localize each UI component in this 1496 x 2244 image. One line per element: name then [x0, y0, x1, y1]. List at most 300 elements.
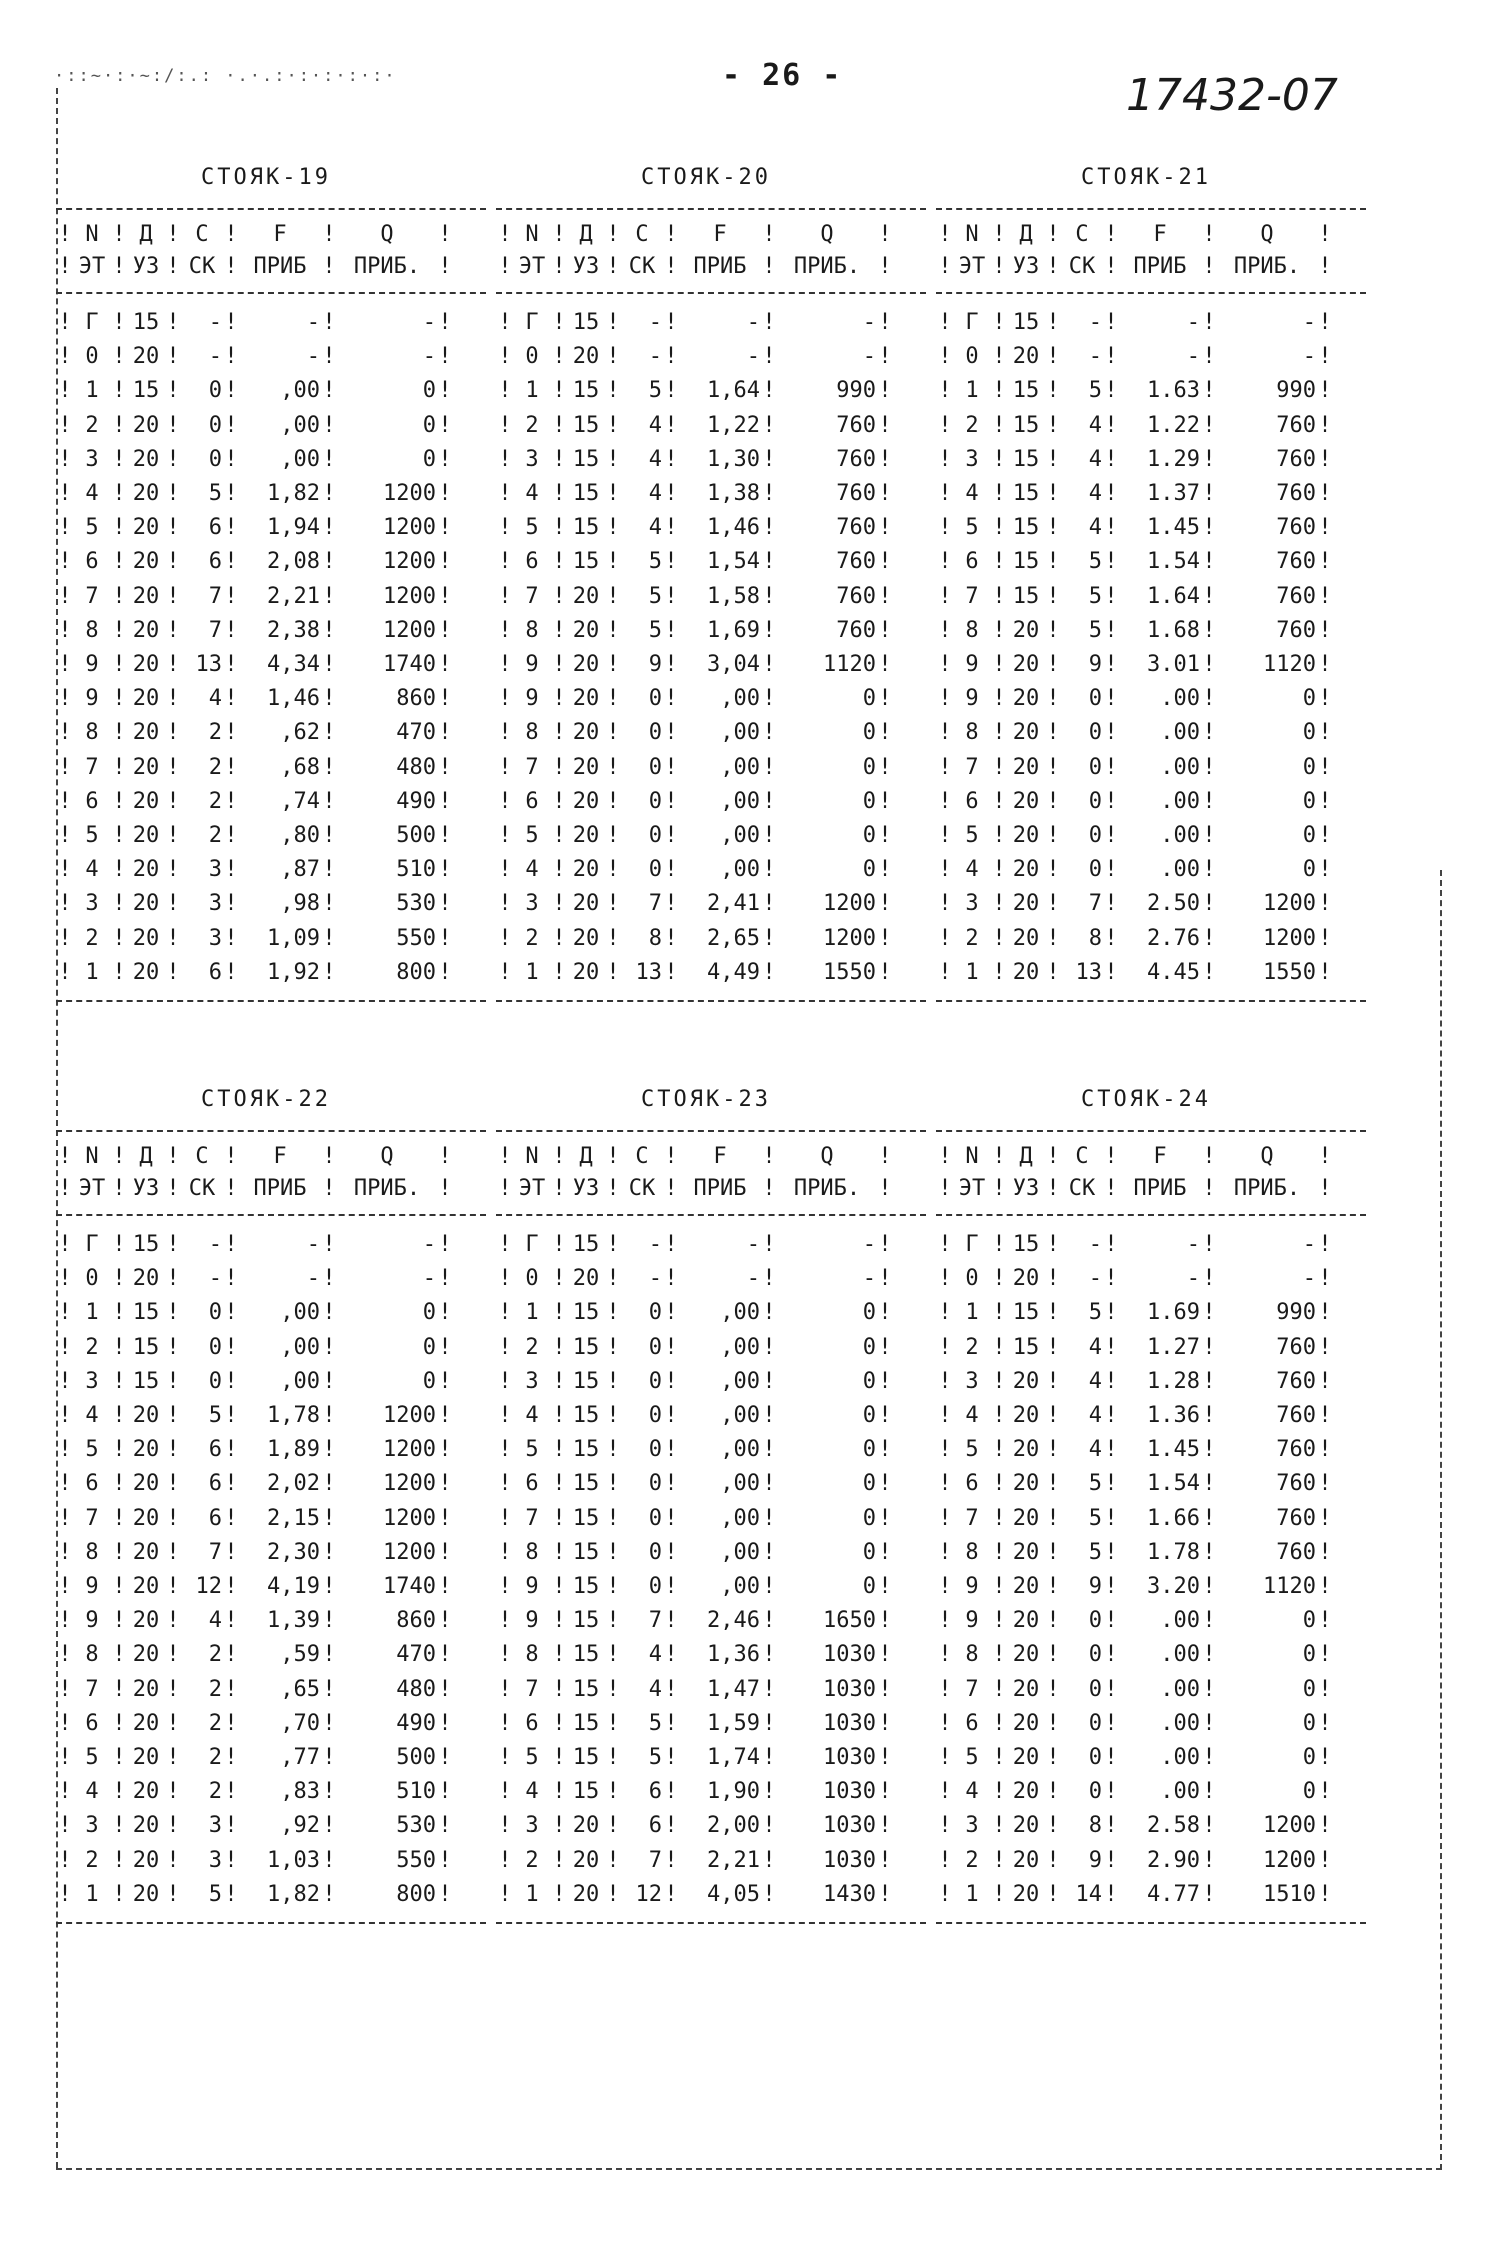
- column-separator: !: [322, 1403, 336, 1428]
- count-cell: 5: [1088, 1539, 1102, 1565]
- floor-cell: 8: [965, 617, 979, 643]
- f-cell: 1,59: [707, 1710, 760, 1736]
- column-separator: !: [1202, 1471, 1216, 1497]
- column-separator: !: [1046, 754, 1060, 780]
- f-cell: 2,21: [707, 1847, 760, 1873]
- header-cell: Q: [820, 1144, 834, 1169]
- count-cell: 6: [208, 1505, 222, 1531]
- header-cell: ПРИБ: [1133, 254, 1187, 279]
- column-separator: !: [664, 515, 678, 541]
- table-row: [936, 306, 1376, 340]
- column-separator: !: [224, 652, 238, 677]
- diameter-cell: 15: [1012, 310, 1040, 335]
- column-separator: !: [1202, 1144, 1216, 1169]
- column-separator: !: [438, 1642, 452, 1668]
- table-row: [936, 1399, 1376, 1433]
- q-cell: 1200: [383, 583, 436, 609]
- q-cell: 760: [1276, 412, 1316, 438]
- column-separator: !: [1104, 549, 1118, 575]
- floor-cell: 6: [965, 1710, 979, 1736]
- diameter-cell: 15: [572, 1779, 600, 1805]
- header-cell: ПРИБ: [1133, 1176, 1187, 1201]
- column-separator: !: [58, 823, 72, 848]
- q-cell: 860: [396, 1608, 436, 1634]
- column-separator: !: [438, 1710, 452, 1736]
- column-separator: !: [322, 1676, 336, 1702]
- column-separator: !: [58, 652, 72, 677]
- diameter-cell: 20: [572, 720, 600, 746]
- column-separator: !: [552, 823, 566, 848]
- count-cell: 0: [1088, 1745, 1102, 1770]
- column-separator: !: [438, 686, 452, 712]
- column-separator: !: [224, 583, 238, 609]
- table-row: [56, 443, 496, 477]
- table-row: [496, 887, 936, 921]
- column-separator: !: [878, 254, 892, 279]
- table-row: [936, 751, 1376, 785]
- column-separator: !: [992, 583, 1006, 609]
- column-separator: !: [606, 1539, 620, 1565]
- column-separator: !: [552, 857, 566, 883]
- f-cell: ,00: [720, 1539, 760, 1565]
- column-separator: !: [992, 1403, 1006, 1428]
- count-cell: 5: [208, 481, 222, 506]
- diameter-cell: 20: [132, 925, 160, 951]
- column-separator: !: [1318, 1176, 1332, 1201]
- column-separator: !: [1104, 788, 1118, 814]
- column-separator: !: [1318, 1539, 1332, 1565]
- column-separator: !: [606, 1505, 620, 1531]
- header-cell: F: [713, 1144, 727, 1169]
- q-cell: 760: [1276, 1334, 1316, 1360]
- q-cell: -: [1302, 1266, 1316, 1292]
- column-separator: !: [762, 1642, 776, 1668]
- diameter-cell: 20: [572, 823, 600, 848]
- column-separator: !: [58, 1232, 72, 1257]
- column-separator: !: [58, 1745, 72, 1770]
- q-cell: 0: [862, 1471, 876, 1497]
- header-row: [56, 1140, 496, 1174]
- column-separator: !: [1202, 754, 1216, 780]
- column-separator: !: [1104, 1334, 1118, 1360]
- column-separator: !: [166, 344, 180, 370]
- column-separator: !: [438, 481, 452, 506]
- count-cell: 4: [648, 412, 662, 438]
- column-separator: !: [606, 344, 620, 370]
- column-separator: !: [322, 925, 336, 951]
- diameter-cell: 20: [572, 959, 600, 985]
- column-separator: !: [498, 310, 512, 335]
- column-separator: !: [438, 1813, 452, 1839]
- floor-cell: 8: [965, 1539, 979, 1565]
- column-separator: !: [112, 1334, 126, 1360]
- header-code: ·::~·:·~:/:.: ·.·.:·:·:·:·:·: [54, 66, 397, 86]
- count-cell: 2: [208, 1745, 222, 1770]
- column-separator: !: [552, 754, 566, 780]
- floor-cell: 3: [85, 446, 99, 472]
- column-separator: !: [58, 1403, 72, 1428]
- column-separator: !: [1104, 1881, 1118, 1907]
- column-separator: !: [1318, 1710, 1332, 1736]
- count-cell: 6: [208, 959, 222, 985]
- table-row: [936, 1878, 1376, 1912]
- column-separator: !: [606, 1300, 620, 1326]
- column-separator: !: [606, 1676, 620, 1702]
- column-separator: !: [438, 1334, 452, 1360]
- column-separator: !: [1046, 1779, 1060, 1805]
- column-separator: !: [664, 446, 678, 472]
- q-cell: 1030: [823, 1642, 876, 1668]
- table-row: [496, 1741, 936, 1775]
- header-cell: ЭТ: [78, 1176, 106, 1201]
- column-separator: !: [58, 1813, 72, 1839]
- f-cell: 2.90: [1147, 1847, 1200, 1873]
- table-row: [936, 511, 1376, 545]
- column-separator: !: [166, 925, 180, 951]
- column-separator: !: [1046, 891, 1060, 917]
- f-cell: ,00: [720, 1505, 760, 1531]
- table-row: [56, 614, 496, 648]
- column-separator: !: [878, 857, 892, 883]
- table-row: [936, 340, 1376, 374]
- count-cell: 6: [208, 1437, 222, 1463]
- column-separator: !: [878, 959, 892, 985]
- q-cell: 1030: [823, 1745, 876, 1770]
- count-cell: 12: [635, 1881, 662, 1907]
- f-cell: ,00: [720, 754, 760, 780]
- column-separator: !: [112, 378, 126, 404]
- column-separator: !: [762, 891, 776, 917]
- table-row: [496, 1228, 936, 1262]
- column-separator: !: [552, 515, 566, 541]
- column-separator: !: [878, 891, 892, 917]
- column-separator: !: [606, 823, 620, 848]
- count-cell: 5: [208, 1403, 222, 1428]
- column-separator: !: [552, 446, 566, 472]
- table-row: [936, 1365, 1376, 1399]
- column-separator: !: [878, 1881, 892, 1907]
- column-separator: !: [438, 254, 452, 279]
- table-row: [496, 409, 936, 443]
- table-row: [936, 1331, 1376, 1365]
- table-row: [936, 1638, 1376, 1672]
- column-separator: !: [166, 686, 180, 712]
- column-separator: !: [224, 1710, 238, 1736]
- header-cell: F: [273, 1144, 287, 1169]
- column-separator: !: [1318, 686, 1332, 712]
- f-cell: -: [746, 1266, 760, 1292]
- f-cell: 1,54: [707, 549, 760, 575]
- column-separator: !: [1046, 1710, 1060, 1736]
- column-separator: !: [938, 1642, 952, 1668]
- column-separator: !: [1104, 720, 1118, 746]
- column-separator: !: [58, 720, 72, 746]
- count-cell: -: [1088, 344, 1102, 370]
- count-cell: 3: [208, 925, 222, 951]
- column-separator: !: [664, 754, 678, 780]
- column-separator: !: [552, 254, 566, 279]
- floor-cell: 6: [965, 788, 979, 814]
- f-cell: -: [1186, 1266, 1200, 1292]
- column-separator: !: [498, 1881, 512, 1907]
- column-separator: !: [1318, 1232, 1332, 1257]
- header-cell: СК: [628, 254, 656, 279]
- column-separator: !: [606, 1334, 620, 1360]
- floor-cell: Г: [965, 1232, 979, 1257]
- column-separator: !: [498, 617, 512, 643]
- diameter-cell: 20: [132, 1642, 160, 1668]
- table-row: [936, 443, 1376, 477]
- column-separator: !: [498, 412, 512, 438]
- f-cell: ,00: [280, 378, 320, 404]
- column-separator: !: [552, 481, 566, 506]
- column-separator: !: [762, 959, 776, 985]
- floor-cell: 3: [525, 1813, 539, 1839]
- f-cell: ,83: [280, 1779, 320, 1805]
- column-separator: !: [1046, 1676, 1060, 1702]
- f-cell: .00: [1160, 1779, 1200, 1805]
- column-separator: !: [58, 446, 72, 472]
- column-separator: !: [878, 1574, 892, 1599]
- column-separator: !: [438, 378, 452, 404]
- column-separator: !: [1046, 1642, 1060, 1668]
- diameter-cell: 20: [1012, 617, 1040, 643]
- f-cell: .00: [1160, 788, 1200, 814]
- header-cell: ЭТ: [518, 1176, 546, 1201]
- column-separator: !: [322, 1144, 336, 1169]
- column-separator: !: [498, 1710, 512, 1736]
- floor-cell: 3: [965, 1368, 979, 1394]
- column-separator: !: [322, 446, 336, 472]
- column-separator: !: [322, 1539, 336, 1565]
- q-cell: 1430: [823, 1881, 876, 1907]
- floor-cell: 9: [525, 652, 539, 677]
- column-separator: !: [438, 891, 452, 917]
- column-separator: !: [112, 412, 126, 438]
- column-separator: !: [224, 378, 238, 404]
- column-separator: !: [664, 720, 678, 746]
- column-separator: !: [322, 1368, 336, 1394]
- column-separator: !: [58, 1539, 72, 1565]
- header-cell: Д: [139, 1144, 153, 1169]
- column-separator: !: [1202, 959, 1216, 985]
- column-separator: !: [552, 1300, 566, 1326]
- column-separator: !: [1046, 925, 1060, 951]
- column-separator: !: [992, 891, 1006, 917]
- floor-cell: 1: [965, 959, 979, 985]
- q-cell: 470: [396, 720, 436, 746]
- column-separator: !: [1202, 1779, 1216, 1805]
- column-separator: !: [498, 1676, 512, 1702]
- q-cell: 860: [396, 686, 436, 712]
- column-separator: !: [878, 788, 892, 814]
- column-separator: !: [878, 754, 892, 780]
- count-cell: -: [648, 310, 662, 335]
- column-separator: !: [224, 515, 238, 541]
- column-separator: !: [938, 1608, 952, 1634]
- column-separator: !: [224, 857, 238, 883]
- column-separator: !: [664, 1574, 678, 1599]
- floor-cell: 7: [965, 1676, 979, 1702]
- column-separator: !: [1202, 1403, 1216, 1428]
- column-separator: !: [112, 925, 126, 951]
- f-cell: ,00: [720, 720, 760, 746]
- column-separator: !: [224, 1437, 238, 1463]
- floor-cell: 2: [525, 412, 539, 438]
- dashed-rule: [936, 292, 1366, 294]
- column-separator: !: [438, 344, 452, 370]
- table-row: [936, 1604, 1376, 1638]
- q-cell: -: [862, 310, 876, 335]
- floor-cell: 4: [85, 857, 99, 883]
- count-cell: 4: [648, 515, 662, 541]
- q-cell: 0: [1302, 720, 1316, 746]
- q-cell: 1030: [823, 1813, 876, 1839]
- column-separator: !: [552, 1779, 566, 1805]
- diameter-cell: 15: [572, 1368, 600, 1394]
- column-separator: !: [992, 1266, 1006, 1292]
- count-cell: 0: [208, 446, 222, 472]
- f-cell: 1.68: [1147, 617, 1200, 643]
- column-separator: !: [1046, 1505, 1060, 1531]
- table-row: [936, 922, 1376, 956]
- column-separator: !: [938, 1403, 952, 1428]
- floor-cell: 5: [965, 1437, 979, 1463]
- column-separator: !: [58, 1608, 72, 1634]
- count-cell: 5: [1088, 1505, 1102, 1531]
- column-separator: !: [1104, 412, 1118, 438]
- f-cell: 1,74: [707, 1745, 760, 1770]
- count-cell: 8: [1088, 925, 1102, 951]
- diameter-cell: 20: [572, 1813, 600, 1839]
- column-separator: !: [878, 378, 892, 404]
- column-separator: !: [1318, 1779, 1332, 1805]
- column-separator: !: [1046, 720, 1060, 746]
- stoyak-table: [936, 160, 1376, 1030]
- column-separator: !: [552, 652, 566, 677]
- diameter-cell: 15: [1012, 549, 1040, 575]
- diameter-cell: 20: [132, 1847, 160, 1873]
- header-row: [936, 218, 1376, 252]
- column-separator: !: [224, 1300, 238, 1326]
- table-row: [56, 545, 496, 579]
- f-cell: 1,82: [267, 481, 320, 506]
- count-cell: 0: [648, 1437, 662, 1463]
- f-cell: 1,46: [267, 686, 320, 712]
- column-separator: !: [438, 1403, 452, 1428]
- diameter-cell: 15: [572, 515, 600, 541]
- f-cell: 1,36: [707, 1642, 760, 1668]
- count-cell: 7: [648, 1608, 662, 1634]
- column-separator: !: [938, 1847, 952, 1873]
- column-separator: !: [938, 1813, 952, 1839]
- column-separator: !: [112, 1574, 126, 1599]
- column-separator: !: [992, 344, 1006, 370]
- column-separator: !: [498, 515, 512, 541]
- dashed-rule: [496, 208, 926, 210]
- diameter-cell: 20: [1012, 1642, 1040, 1668]
- count-cell: 7: [208, 583, 222, 609]
- column-separator: !: [322, 1437, 336, 1463]
- f-cell: 1,46: [707, 515, 760, 541]
- floor-cell: 2: [525, 1334, 539, 1360]
- header-cell: С: [195, 222, 209, 247]
- column-separator: !: [166, 1471, 180, 1497]
- header-cell: ПРИБ: [253, 254, 307, 279]
- diameter-cell: 20: [132, 891, 160, 917]
- column-separator: !: [606, 857, 620, 883]
- table-row: [496, 511, 936, 545]
- column-separator: !: [322, 1642, 336, 1668]
- column-separator: !: [664, 310, 678, 335]
- floor-cell: 7: [85, 1676, 99, 1702]
- column-separator: !: [438, 925, 452, 951]
- header-cell: С: [635, 222, 649, 247]
- column-separator: !: [664, 1539, 678, 1565]
- column-separator: !: [938, 515, 952, 541]
- floor-cell: 5: [85, 515, 99, 541]
- floor-cell: 6: [85, 549, 99, 575]
- column-separator: !: [58, 1710, 72, 1736]
- header-row: [496, 218, 936, 252]
- f-cell: ,00: [280, 1368, 320, 1394]
- column-separator: !: [992, 1574, 1006, 1599]
- column-separator: !: [498, 1368, 512, 1394]
- column-separator: !: [1202, 891, 1216, 917]
- column-separator: !: [166, 222, 180, 247]
- column-separator: !: [1318, 1813, 1332, 1839]
- f-cell: 1.45: [1147, 515, 1200, 541]
- column-separator: !: [762, 1471, 776, 1497]
- column-separator: !: [938, 857, 952, 883]
- table-row: [496, 1844, 936, 1878]
- q-cell: 1200: [383, 1437, 436, 1463]
- column-separator: !: [1202, 412, 1216, 438]
- floor-cell: 1: [525, 378, 539, 404]
- column-separator: !: [762, 549, 776, 575]
- floor-cell: 3: [85, 1368, 99, 1394]
- diameter-cell: 15: [572, 1539, 600, 1565]
- column-separator: !: [112, 344, 126, 370]
- column-separator: !: [1202, 1745, 1216, 1770]
- column-separator: !: [438, 1745, 452, 1770]
- column-separator: !: [878, 583, 892, 609]
- column-separator: !: [58, 1779, 72, 1805]
- q-cell: -: [862, 344, 876, 370]
- count-cell: 5: [208, 1881, 222, 1907]
- table-row: [56, 1536, 496, 1570]
- column-separator: !: [498, 1813, 512, 1839]
- column-separator: !: [224, 1471, 238, 1497]
- column-separator: !: [552, 1847, 566, 1873]
- f-cell: 1,64: [707, 378, 760, 404]
- column-separator: !: [762, 720, 776, 746]
- header-cell: ПРИБ.: [1233, 1176, 1301, 1201]
- column-separator: !: [438, 1574, 452, 1599]
- diameter-cell: 20: [132, 1266, 160, 1292]
- table-row: [936, 887, 1376, 921]
- floor-cell: 8: [85, 1539, 99, 1565]
- column-separator: !: [498, 754, 512, 780]
- column-separator: !: [166, 823, 180, 848]
- column-separator: !: [1046, 959, 1060, 985]
- column-separator: !: [112, 446, 126, 472]
- header-cell: УЗ: [1012, 254, 1040, 279]
- column-separator: !: [1046, 1574, 1060, 1599]
- column-separator: !: [552, 1881, 566, 1907]
- column-separator: !: [878, 344, 892, 370]
- f-cell: .00: [1160, 720, 1200, 746]
